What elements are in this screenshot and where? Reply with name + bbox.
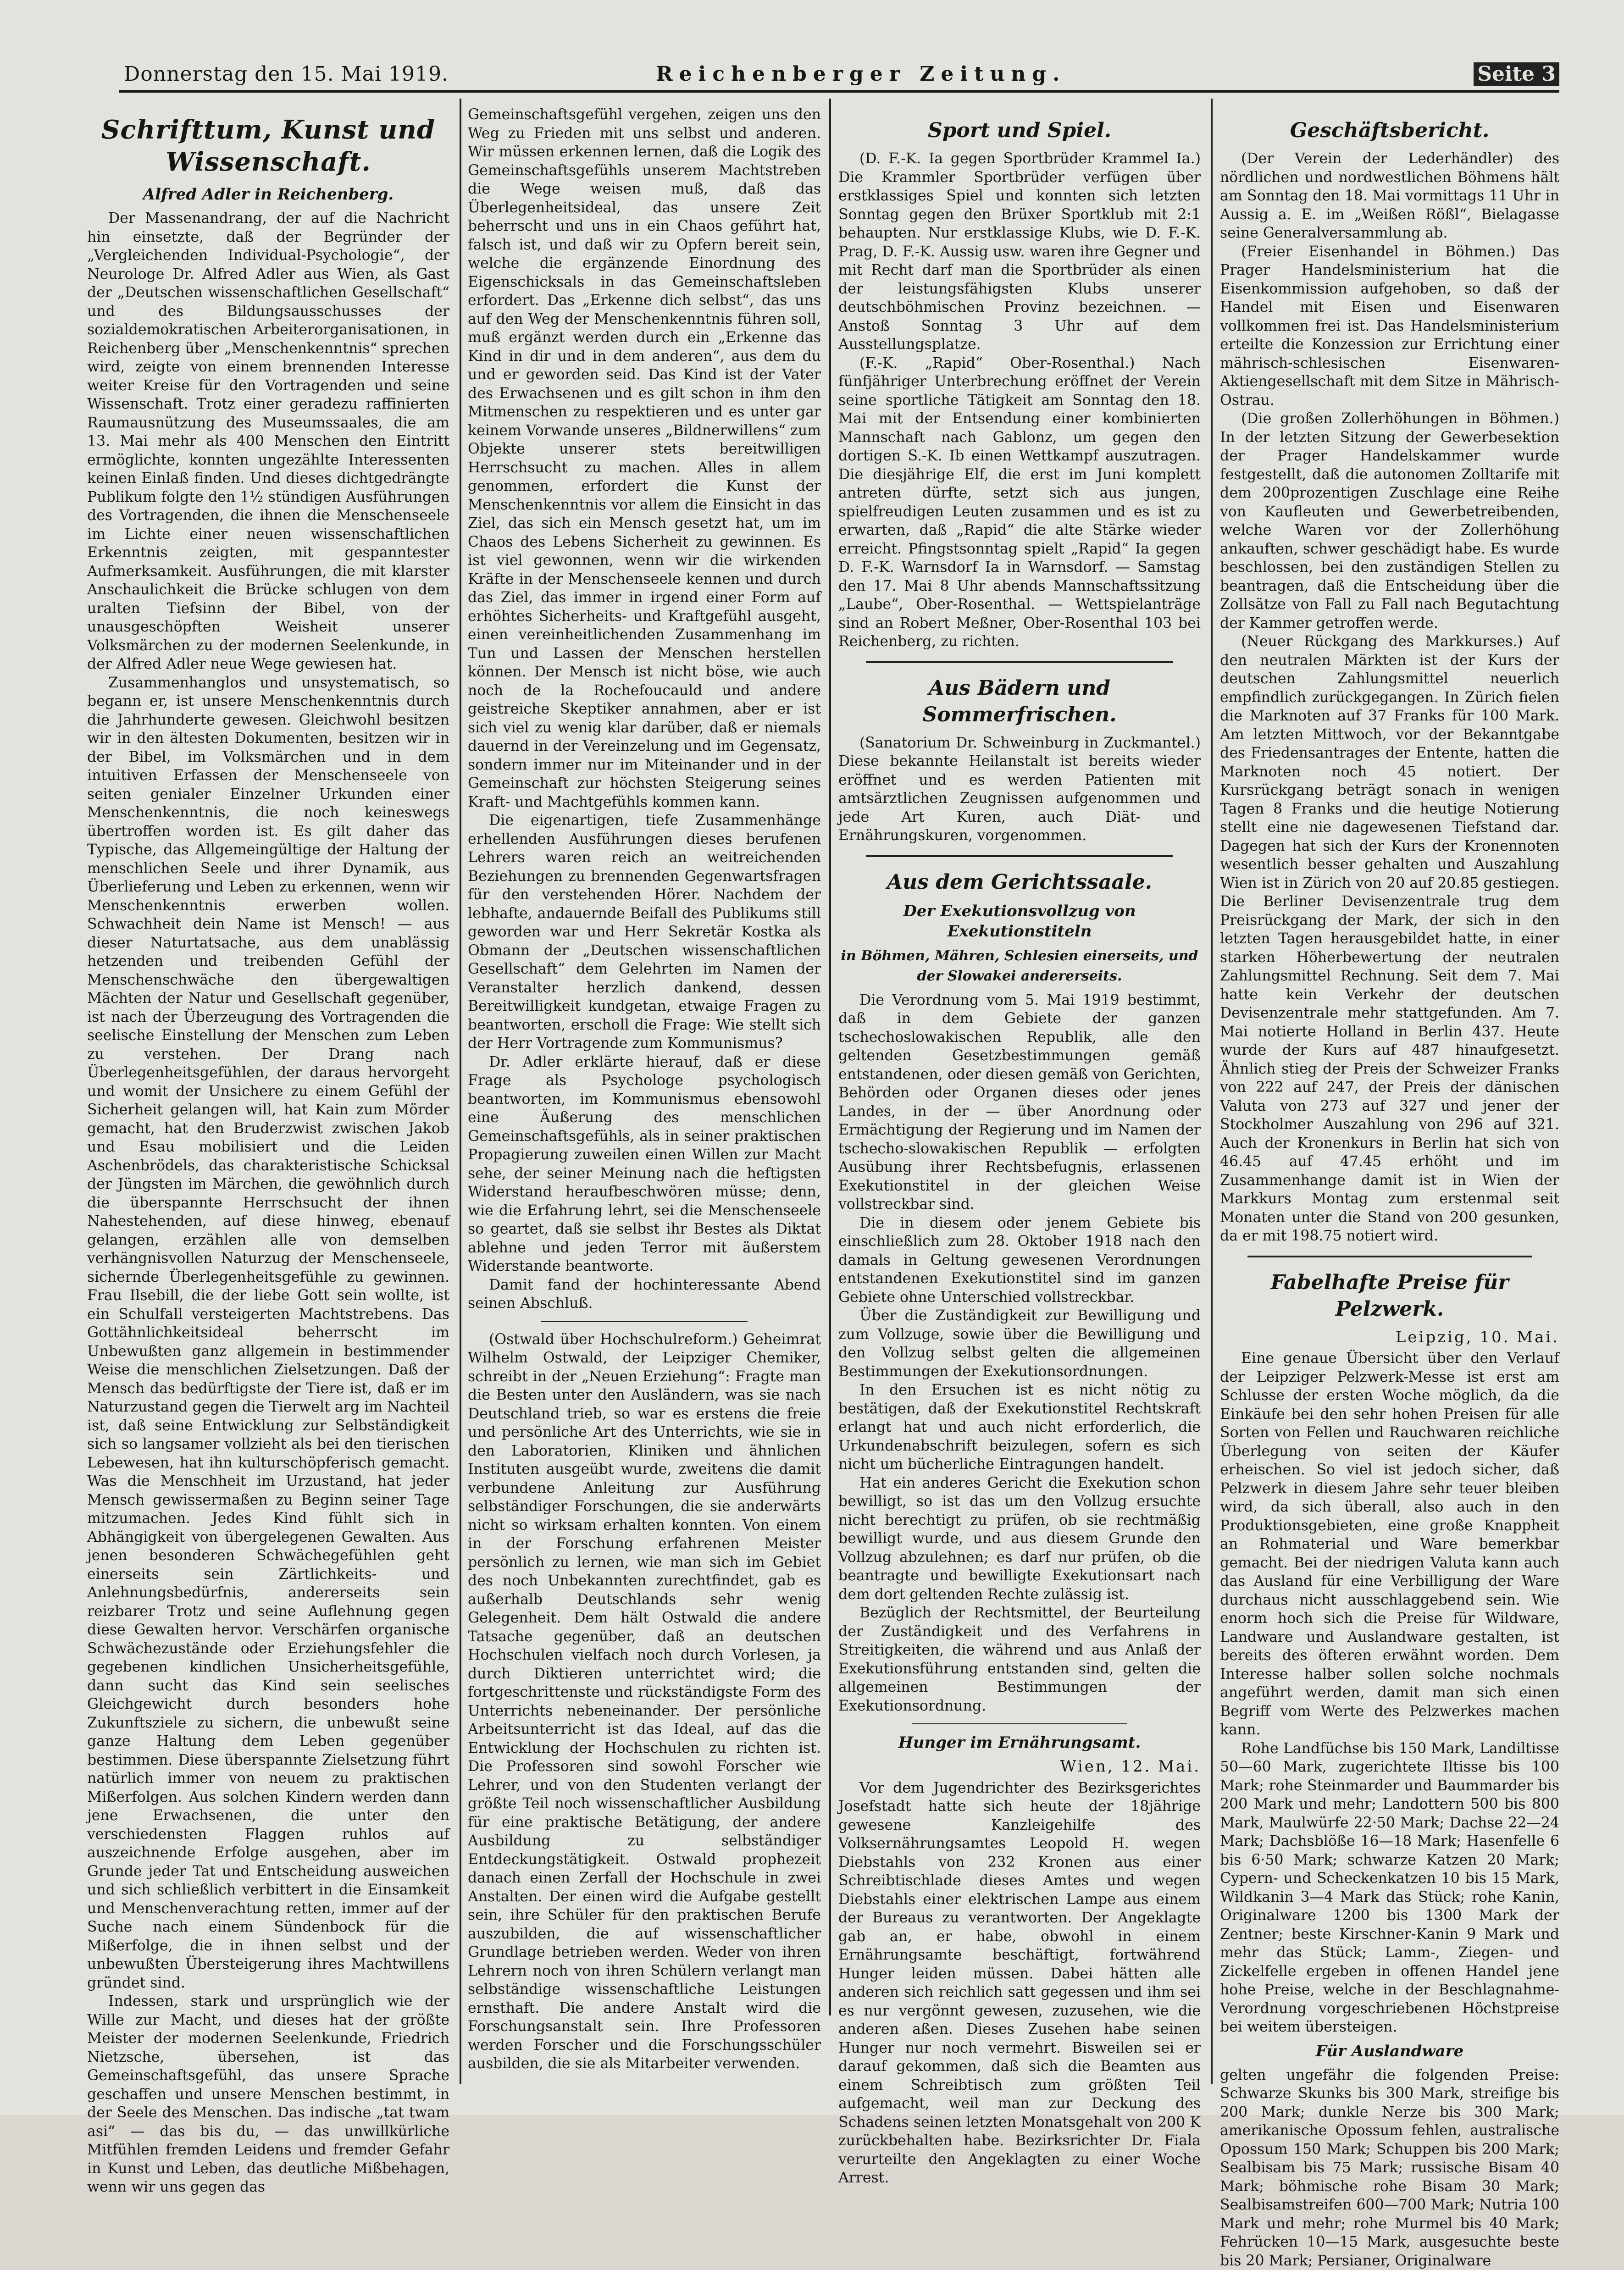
paragraph: Bezüglich der Rechtsmittel, der Beurteilung der Zuständigkeit und des Verfahrens in Streitigkeiten, die während und aus Anlaß der Exekutionsführung entstanden sind, gelten die allgemeinen Bestimmungen der Exekutionsordnung.	[838, 1604, 1201, 1715]
paragraph: (Der Verein der Lederhändler) des nördlichen und nordwestlichen Böhmens hält am Sonntag den 18. Mai vormittags 11 Uhr in Aussig a. E. im „Weißen Rößl“, Bielagasse seine Generalversammlung ab.	[1220, 149, 1559, 243]
paragraph: Gemeinschaftsgefühl vergehen, zeigen uns den Weg zu Frieden mit uns selbst und anderen. Wir müssen erkennen lernen, daß die Logik des Gemeinschaftsgefühls unserem Machtstreben die Wege weisen muß, daß das Überlegenheitsideal, das unsere Zeit beherrscht und uns in ein Chaos geführt hat, falsch ist, und daß wir zu Opfern bereit sein, welche die ergänzende Einordnung des Eigenschicksals in das Gemeinschaftsleben erfordert. Das „Erkenne dich selbst“, das uns auf den Weg der Menschenkenntnis führen soll, muß ergänzt werden durch ein „Erkenne das Kind in dir und in dem anderen“, aus dem du und er geworden seid. Das Kind ist der Vater des Erwachsenen und es gilt schon in ihm den Mitmenschen zu respektieren und es unter gar keinem Vorwande unseres „Bildnerwillens“ zum Objekte unserer stets bereitwilligen Herrschsucht zu machen. Alles in allem genommen, erfordert die Kunst der Menschenkenntnis vor allem die Einsicht in das Ziel, das sich ein Mensch gesetzt hat, um im Chaos des Lebens Sicherheit zu gewinnen. Es ist viel gewonnen, wenn wir die wirkenden Kräfte in der Menschenseele kennen und durch das Ziel, das immer in irgend einer Form auf erhöhtes Sicherheits- und Kraftgefühl ausgeht, einen vereinheitlichenden Zusammenhang im Tun und Lassen der Menschen herstellen können. Der Mensch ist nicht böse, wie auch noch de la Rochefoucauld und andere geistreiche Skeptiker annahmen, aber er ist sich viel zu wenig klar darüber, daß er niemals dauernd in der Vereinzelung und im Gegensatz, sondern immer nur im Miteinander und in der Gemeinschaft zur höchsten Steigerung seines Kraft- und Machtgefühls kommen kann.	[468, 105, 821, 811]
paragraph: Eine genaue Übersicht über den Verlauf der Leipziger Pelzwerk-Messe ist erst am Schlusse der ersten Woche möglich, da die Einkäufe bei den sehr hohen Preisen für alle Sorten von Fellen und Rauchwaren reichliche Überlegung von seiten der Käufer erheischen. So viel ist jedoch sicher, daß Pelzwerk in diesem Jahre sehr teuer bleiben wird, da sich überall, also auch in den Produktionsgebieten, eine große Knappheit an Rohmaterial und Ware bemerkbar gemacht. Bei der niedrigen Valuta kann auch das Ausland für eine Verbilligung der Ware durchaus nicht ausschlaggebend sein. Wie enorm hoch sich die Preise für Wildware, Landware und Auslandware gestalten, ist bereits des öfteren erwähnt worden. Dem Interesse halber sollen solche nochmals angeführt werden, damit man sich einen Begriff vom Werte des Pelzwerkes machen kann.	[1220, 1349, 1559, 1739]
paragraph: Die eigenartigen, tiefe Zusammenhänge erhellenden Ausführungen dieses berufenen Lehrers waren reich an weitreichenden Beziehungen zu brennenden Gegenwartsfragen für den verstehenden Hörer. Nachdem der lebhafte, andauernde Beifall des Publikums still geworden war und Herr Sekretär Kostka als Obmann der „Deutschen wissenschaftlichen Gesellschaft“ dem Gelehrten im Namen der Veranstalter herzlich dankend, dessen Bereitwilligkeit kundgetan, etwaige Fragen zu beantworten, erscholl die Frage: Wie stellt sich der Herr Vortragende zum Kommunismus?	[468, 811, 821, 1053]
column-3	[838, 105, 1201, 2096]
column-4	[1220, 105, 1559, 2096]
article-title-hunger: Hunger im Ernährungsamt.	[838, 1733, 1201, 1753]
paragraph: Über die Zuständigkeit zur Bewilligung und zum Vollzuge, sowie über die Bewilligung und den Vollzug selbst gelten die allgemeinen Bestimmungen der Exekutionsordnungen.	[838, 1307, 1201, 1381]
paragraph: (D. F.-K. Ia gegen Sportbrüder Krammel Ia.) Die Krammler Sportbrüder verfügen über erstklassiges Spiel und konnten sich letzten Sonntag gegen den Brüxer Sportklub mit 2:1 behaupten. Nur erstklassige Klubs, wie D. F.-K. Prag, D. F.-K. Aussig usw. waren ihre Gegner und mit Recht darf man die Sportbrüder als einen der leistungsfähigsten Klubs unserer deutschböhmischen Provinz bezeichnen. — Anstoß Sonntag 3 Uhr auf dem Ausstellungsplatze.	[838, 149, 1201, 354]
paragraph: Der Massenandrang, der auf die Nachricht hin einsetzte, daß der Begründer der „Vergleichenden Individual-Psychologie“, der Neurologe Dr. Alfred Adler aus Wien, als Gast der „Deutschen wissenschaftlichen Gesellschaft“ und des Bildungsausschusses der sozialdemokratischen Arbeiterorganisationen, in Reichenberg über „Menschenkenntnis“ sprechen wird, zeigte von einem brennenden Interesse weiter Kreise für den Vortragenden und seine Wissenschaft. Trotz einer geradezu raffinierten Raumausnützung des Museumssaales, die am 13. Mai mehr als 400 Menschen den Eintritt ermöglichte, konnten ungezählte Interessenten keinen Einlaß finden. Und dieses dichtgedrängte Publikum folgte den 1½ stündigen Ausführungen des Vortragenden, die ihnen die Menschenseele im Lichte einer neuen wissenschaftlichen Erkenntnis zeigten, mit gespanntester Aufmerksamkeit. Ausführungen, die mit klarster Anschaulichkeit die Brücke schlugen von dem uralten Tiefsinn der Bibel, von der unausgeschöpften Weisheit unserer Volksmärchen zu der modernen Seelenkunde, in der Alfred Adler neue Wege gewiesen hat.	[87, 209, 449, 674]
separator	[541, 1321, 748, 1322]
paragraph: (Freier Eisenhandel in Böhmen.) Das Prager Handelsministerium hat die Eisenkommission aufgehoben, so daß der Handel mit Eisen und Eisenwaren vollkommen frei ist. Das Handelsministerium erteilte die Konzession zur Errichtung einer mährisch-schlesischen Eisenwaren-Aktiengesellschaft mit dem Sitze in Mährisch-Ostrau.	[1220, 243, 1559, 410]
paragraph-ostwald: (Ostwald über Hochschulreform.) Geheimrat Wilhelm Ostwald, der Leipziger Chemiker, schreibt in der „Neuen Erziehung“: Fragte man die Besten unter den Ausländern, was sie nach Deutschland trieb, so war es erstens die freie und persönliche Art des Unterrichts, wie sie in den Laboratorien, Kliniken und ähnlichen Instituten ausgeübt wurde, zweitens die damit verbundene Anleitung zur Ausführung selbständiger Forschungen, die sie anderwärts nicht so wirksam erhalten konnten. Von einem in der Forschung erfahrenen Meister persönlich zu lernen, wie man sich im Gebiet des noch Unbekannten zurechtfindet, gab es außerhalb Deutschlands sehr wenig Gelegenheit. Dem hält Ostwald die andere Tatsache gegenüber, daß an deutschen Hochschulen vielfach noch durch Vorlesen, ja durch Diktieren unterrichtet wird; die fortgeschrittenste und rückständigste Form des Unterrichts nebeneinander. Der persönliche Arbeitsunterricht ist das Ideal, auf das die Entwicklung der Hochschulen zu richten ist. Die Professoren sind sowohl Forscher wie Lehrer, und von den Studenten verlangt der größte Teil noch wissenschaftlicher Ausbildung für eine praktische Betätigung, der andere Ausbildung zu selbständiger Entdeckungstätigkeit. Ostwald prophezeit danach einen Zerfall der Hochschule in zwei Anstalten. Der einen wird die Aufgabe gestellt sein, ihre Schüler für den praktischen Berufe auszubilden, die auf wissenschaftlicher Grundlage betrieben werden. Weder von ihren Lehrern noch von ihren Schülern verlangt man selbständige wissenschaftliche Leistungen ernsthaft. Die andere Anstalt wird die Forschungsanstalt sein. Ihre Professoren werden Forscher und die Forschungsschüler ausbilden, die sie als Mitarbeiter verwenden.	[468, 1330, 821, 2073]
paragraph: In den Ersuchen ist es nicht nötig zu bestätigen, daß der Exekutionstitel Rechtskraft erlangt hat und auch nicht erforderlich, die Urkundenabschrift beizulegen, sofern es sich nicht um bücherliche Eintragungen handelt.	[838, 1381, 1201, 1474]
dateline: Wien, 12. Mai.	[838, 1757, 1201, 1776]
article-title-pelzwerk: Fabelhafte Preise für Pelzwerk.	[1220, 1269, 1559, 1323]
paragraph: Rohe Landfüchse bis 150 Mark, Landiltisse 50—60 Mark, zugerichtete Iltisse bis 100 Mark; rohe Steinmarder und Baummarder bis 200 Mark und mehr; Landottern 500 bis 800 Mark, Maulwürfe 22·50 Mark; Dachse 22—24 Mark; Dachsblöße 16—18 Mark; Hasenfelle 6 bis 6·50 Mark; schwarze Katzen 20 Mark; Cypern- und Scheckenkatzen 10 bis 15 Mark, Wildkanin 3—4 Mark das Stück; rohe Kanin, Originalware 1200 bis 1300 Mark der Zentner; beste Kirschner-Kanin 9 Mark und mehr das Stück; Lamm-, Ziegen- und Zickelfelle ergeben in offenen Handel jene hohe Preise, welche in der Beschlagnahme-Verordnung vorgeschriebenen Höchstpreise bei weitem übersteigen.	[1220, 1739, 1559, 2037]
column-2	[468, 105, 821, 2096]
column-divider	[1211, 99, 1213, 2084]
masthead	[119, 60, 1559, 92]
paragraph: Die Verordnung vom 5. Mai 1919 bestimmt, daß in dem Gebiete der ganzen tschechoslowakischen Republik, alle den geltenden Gesetzbestimmungen gemäß entstandenen, oder diesen gemäß von Gerichten, Behörden oder Organen dieses oder jenes Landes, in der — über Anordnung oder Ermächtigung der Regierung und im Namen der tschecho-slowakischen Republik — erfolgten Ausübung ihrer Rechtsbefugnis, erlassenen Exekutionstitel in der gleichen Weise vollstreckbar sind.	[838, 991, 1201, 1214]
paragraph: Dr. Adler erklärte hierauf, daß er diese Frage als Psychologe psychologisch beantworten, im Kommunismus ebensowohl eine Äußerung des menschlichen Gemeinschaftsgefühls, als in seiner praktischen Propagierung zuweilen einen Willen zur Macht sehe, der seiner Meinung nach die heftigsten Widerstand heraufbeschwören müsse; denn, wie die Erfahrung lehrt, sei die Menschenseele so geartet, daß sie selbst ihr Bestes als Diktat ablehne und jeden Terror mit äußerstem Widerstande beantworte.	[468, 1053, 821, 1276]
paragraph: (F.-K. „Rapid“ Ober-Rosenthal.) Nach fünfjähriger Unterbrechung eröffnet der Verein seine sportliche Tätigkeit am Sonntag den 18. Mai mit der Entsendung einer kombinierten Mannschaft nach Gablonz, um gegen den dortigen S.-K. Ib einen Wettkampf auszutragen. Die diesjährige Elf, die erst im Juni komplett antreten dürfte, setzt sich aus jungen, spielfreudigen Leuten zusammen und es ist zu erwarten, daß „Rapid“ die alte Stärke wieder erreicht. Pfingstsonntag spielt „Rapid“ Ia gegen D. F.-K. Warnsdorf Ia in Warnsdorf. — Samstag den 17. Mai 8 Uhr abends Mannschaftssitzung „Laube“, Ober-Rosenthal. — Wettspielanträge sind an Robert Meßner, Ober-Rosenthal 103 bei Reichenberg, zu richten.	[838, 354, 1201, 651]
separator	[866, 855, 1173, 857]
section-title-baeder: Aus Bädern und Sommerfrischen.	[838, 675, 1201, 728]
column-divider	[829, 99, 831, 2015]
paragraph: Damit fand der hochinteressante Abend seinen Abschluß.	[468, 1276, 821, 1313]
article-subtitle-exekution: in Böhmen, Mähren, Schlesien einerseits, und der Slowakei andererseits.	[838, 946, 1201, 986]
subheading-auslandware: Für Auslandware	[1220, 2041, 1559, 2061]
newspaper-name: Reichenberger Zeitung.	[656, 62, 1066, 86]
paragraph: (Neuer Rückgang des Markkurses.) Auf den neutralen Märkten ist der Kurs der deutschen Zahlungsmittel neuerlich empfindlich zurückgegangen. In Zürich fielen die Marknoten auf 37 Franks für 100 Mark. Am letzten Mittwoch, vor der Bekanntgabe des Friedensantrages der Entente, hatten die Marknoten noch 45 notiert. Der Kursrückgang beträgt sonach in wenigen Tagen 8 Franks und die heutige Notierung stellt eine nie dagewesenen Tiefstand dar. Dagegen hat sich der Kurs der Kronennoten wesentlich besser gehalten und Auszahlung Wien ist in Zürich von 20 auf 20.85 gestiegen. Die Berliner Devisenzentrale trug dem Preisrückgang der Mark, der sich in den letzten Tagen herausgebildet hatte, in einer starken Höherbewertung der neutralen Zahlungsmittel Rechnung. Seit dem 7. Mai hatte kein Verkehr der deutschen Devisenzentrale mehr stattgefunden. Am 7. Mai notierte Holland in Berlin 437. Heute wurde der Kurs auf 487 hinaufgesetzt. Ähnlich stieg der Preis der Schweizer Franks von 222 auf 247, der Preis der dänischen Valuta von 273 auf 327 und jener der Stockholmer Auszahlung von 296 auf 321. Auch der Kronenkurs in Berlin hat sich von 46.45 auf 47.45 erhöht und im Zusammenhange damit ist in Wien der Markkurs Montag zum erstenmal seit Monaten unter die Stand von 200 gesunken, da er mit 198.75 notiert wird.	[1220, 632, 1559, 1246]
paragraph: Hat ein anderes Gericht die Exekution schon bewilligt, so ist das um den Vollzug ersuchte nicht berechtigt zu prüfen, ob sie rechtmäßig bewilligt wurde, und aus diesem Grunde den Vollzug abzulehnen; es darf nur prüfen, ob die beantragte und bewilligte Exekutionsart nach dem dort geltenden Rechte zulässig ist.	[838, 1474, 1201, 1604]
page-number: Seite 3	[1474, 62, 1559, 86]
column-1	[87, 105, 449, 2096]
paragraph: (Sanatorium Dr. Schweinburg in Zuckmantel.) Diese bekannte Heilanstalt ist bereits wieder eröffnet und es werden Patienten mit amtsärztlichen Zeugnissen aufgenommen und jede Art Kuren, auch Diät- und Ernährungskuren, vorgenommen.	[838, 734, 1201, 845]
article-title-exekution: Der Exekutionsvollzug von Exekutionstiteln	[838, 901, 1201, 941]
paragraph: Vor dem Jugendrichter des Bezirksgerichtes Josefstadt hatte sich heute der 18jährige gewesene Kanzleigehilfe des Volksernährungsamtes Leopold H. wegen Diebstahls von 232 Kronen aus einer Schreibtischlade dieses Amtes und wegen Diebstahls einer elektrischen Lampe aus einem der Bureaus zu verantworten. Der Angeklagte gab an, er habe, obwohl in einem Ernährungsamte beschäftigt, fortwährend Hunger leiden müssen. Dabei hätten alle anderen sich reichlich satt gegessen und ihm sei es nur vergönnt gewesen, zuzusehen, wie die anderen aßen. Dieses Zusehen habe seinen Hunger nur noch vermehrt. Bisweilen sei er darauf gekommen, daß sich die Beamten aus einem Schreibtisch zum größten Teil aufgemacht, weil man zur Deckung des Schadens seinen letzten Monatsgehalt von 200 K zurückbehalten habe. Bezirksrichter Dr. Fiala verurteilte den Angeklagten zu einer Woche Arrest.	[838, 1779, 1201, 2187]
separator	[1247, 1256, 1532, 1257]
paragraph: gelten ungefähr die folgenden Preise: Schwarze Skunks bis 300 Mark, streifige bis 200 Mark; dunkle Nerze bis 300 Mark; amerikanische Opossum fehlen, australische Opossum 150 Mark; Schuppen bis 200 Mark; Sealbisam bis 75 Mark; russische Bisam 40 Mark; böhmische rohe Bisam 30 Mark; Sealbisamstreifen 600—700 Mark; Nutria 100 Mark und mehr; rohe Murmel bis 40 Mark; Fehrücken 10—15 Mark, ausgesuchte beste bis 20 Mark; Persianer, Originalware	[1220, 2066, 1559, 2270]
paragraph: Die in diesem oder jenem Gebiete bis einschließlich zum 28. Oktober 1918 nach den damals in Geltung gewesenen Verordnungen entstandenen Exekutionstitel sind im ganzen Gebiete ohne Unterschied vollstreckbar.	[838, 1214, 1201, 1307]
section-title-sport: Sport und Spiel.	[838, 117, 1201, 144]
masthead-rule	[119, 90, 1559, 93]
section-title-gericht: Aus dem Gerichtssaale.	[838, 869, 1201, 896]
section-title-geschaeft: Geschäftsbericht.	[1220, 117, 1559, 144]
column-divider	[460, 99, 461, 2084]
article-title-adler: Alfred Adler in Reichenberg.	[87, 184, 449, 205]
paragraph: Zusammenhanglos und unsystematisch, so begann er, ist unsere Menschenkenntnis durch die Jahrhunderte gewesen. Gleichwohl besitzen wir in den ältesten Dokumenten, besitzen wir in der Bibel, im Volksmärchen und in dem intuitiven Erfassen der Menschenseele von seiten genialer Einzelner Urkunden einer Menschenkenntnis, die noch keineswegs übertroffen worden ist. Es gilt daher das Typische, das Allgemeingültige der Haltung der menschlichen Seele und ihrer Dynamik, aus Überlieferung und Leben zu erkennen, wenn wir Menschenkenntnis erwerben wollen. Schwachheit dein Name ist Mensch! — aus dieser Naturtatsache, aus dem unablässig hetzenden und treibenden Gefühl der Menschenschwäche den übergewaltigen Mächten der Natur und Gesellschaft gegenüber, ist nach der Überzeugung des Vortragenden die seelische Einstellung der Menschen zum Leben zu verstehen. Der Drang nach Überlegenheitsgefühlen, der daraus hervorgeht und womit der Unsichere zu einem Gefühl der Sicherheit gelangen will, hat Kain zum Mörder gemacht, hat den Bruderzwist zwischen Jakob und Esau mobilisiert und die Leiden Aschenbrödels, das charakteristische Schicksal der Jüngsten im Märchen, die gewöhnlich durch die überspannte Herrschsucht der ihnen Nahestehenden, auf diese hinweg, ebenauf gelangen, erzählen alle von demselben verhängnisvollen Naturzug der Menschenseele, sichernde Überlegenheitsgefühle zu gewinnen. Frau Ilsebill, die der liebe Gott sein wollte, ist ein Schulfall versteigerten Machtstrebens. Das Gottähnlichkeitsideal beherrscht im Unbewußten ganz allgemein in bestimmender Weise die menschlichen Zielsetzungen. Daß der Mensch das bedürftigste der Tiere ist, daß er im Naturzustand gegen die Tierwelt arg im Nachteil ist, daß seine Entwicklung zur Selbständigkeit sich so langsamer vollzieht als bei den tierischen Lebewesen, hat ihn kulturschöpferisch gemacht. Was die Menschheit im Urzustand, hat jeder Mensch gewissermaßen zu Beginn seiner Tage mitzumachen. Jedes Kind fühlt sich in Abhängigkeit von übergelegenen Gewalten. Aus jenen besonderen Schwächegefühlen geht einerseits sein Zärtlichkeits- und Anlehnungsbedürfnis, andererseits sein reizbarer Trotz und seine Auflehnung gegen diese Gewalten hervor. Verschärfen organische Schwächezustände oder Erziehungsfehler die gegebenen kindlichen Unsicherheitsgefühle, dann sucht das Kind sein seelisches Gleichgewicht durch besonders hohe Zukunftsziele zu sichern, die unbewußt seine ganze Haltung dem Leben gegenüber bestimmen. Diese überspannte Zielsetzung führt natürlich immer von neuem zu praktischen Mißerfolgen. Aus solchen Kindern werden dann jene Erwachsenen, die unter den verschiedensten Flaggen ruhlos auf auszeichnende Erfolge ausgehen, aber im Grunde jeder Tat und Entscheidung ausweichen und sich schließlich verbittert in die Einsamkeit und Menschenverachtung retten, immer auf der Suche nach einem Sündenbock für die Mißerfolge, die in ihnen selbst und der unbewußten Übersteigerung ihres Machtwillens gründet sind.	[87, 674, 449, 1993]
issue-date: Donnerstag den 15. Mai 1919.	[124, 62, 449, 86]
dateline: Leipzig, 10. Mai.	[1220, 1328, 1559, 1347]
section-title-feuilleton: Schrifttum, Kunst und Wissenschaft.	[87, 114, 449, 178]
separator	[866, 661, 1173, 663]
paragraph: (Die großen Zollerhöhungen in Böhmen.) In der letzten Sitzung der Gewerbesektion der Prager Handelskammer wurde festgestellt, daß die autonomen Zolltarife mit dem 200prozentigen Zuschlage eine Reihe von Kaufleuten und Gewerbetreibenden, welche Waren vor der Zollerhöhung ankauften, schwer geschädigt habe. Es wurde beschlossen, bei den zuständigen Stellen zu beantragen, daß die Entscheidung über die Zollsätze von Fall zu Fall nach Begutachtung der Kammer getroffen werde.	[1220, 410, 1559, 632]
separator	[912, 1723, 1127, 1724]
paragraph: Indessen, stark und ursprünglich wie der Wille zur Macht, und dieses hat der größte Meister der modernen Seelenkunde, Friedrich Nietzsche, übersehen, ist das Gemeinschaftsgefühl, das unsere Sprache geschaffen und unsere Menschen bestimmt, in der Seele des Menschen. Das indische „tat twam asi“ — das bis du, — das unwillkürliche Mitfühlen fremden Leidens und fremder Gefahr in Kunst und Leben, das deutliche Mißbehagen, wenn wir uns gegen das	[87, 1992, 449, 2197]
